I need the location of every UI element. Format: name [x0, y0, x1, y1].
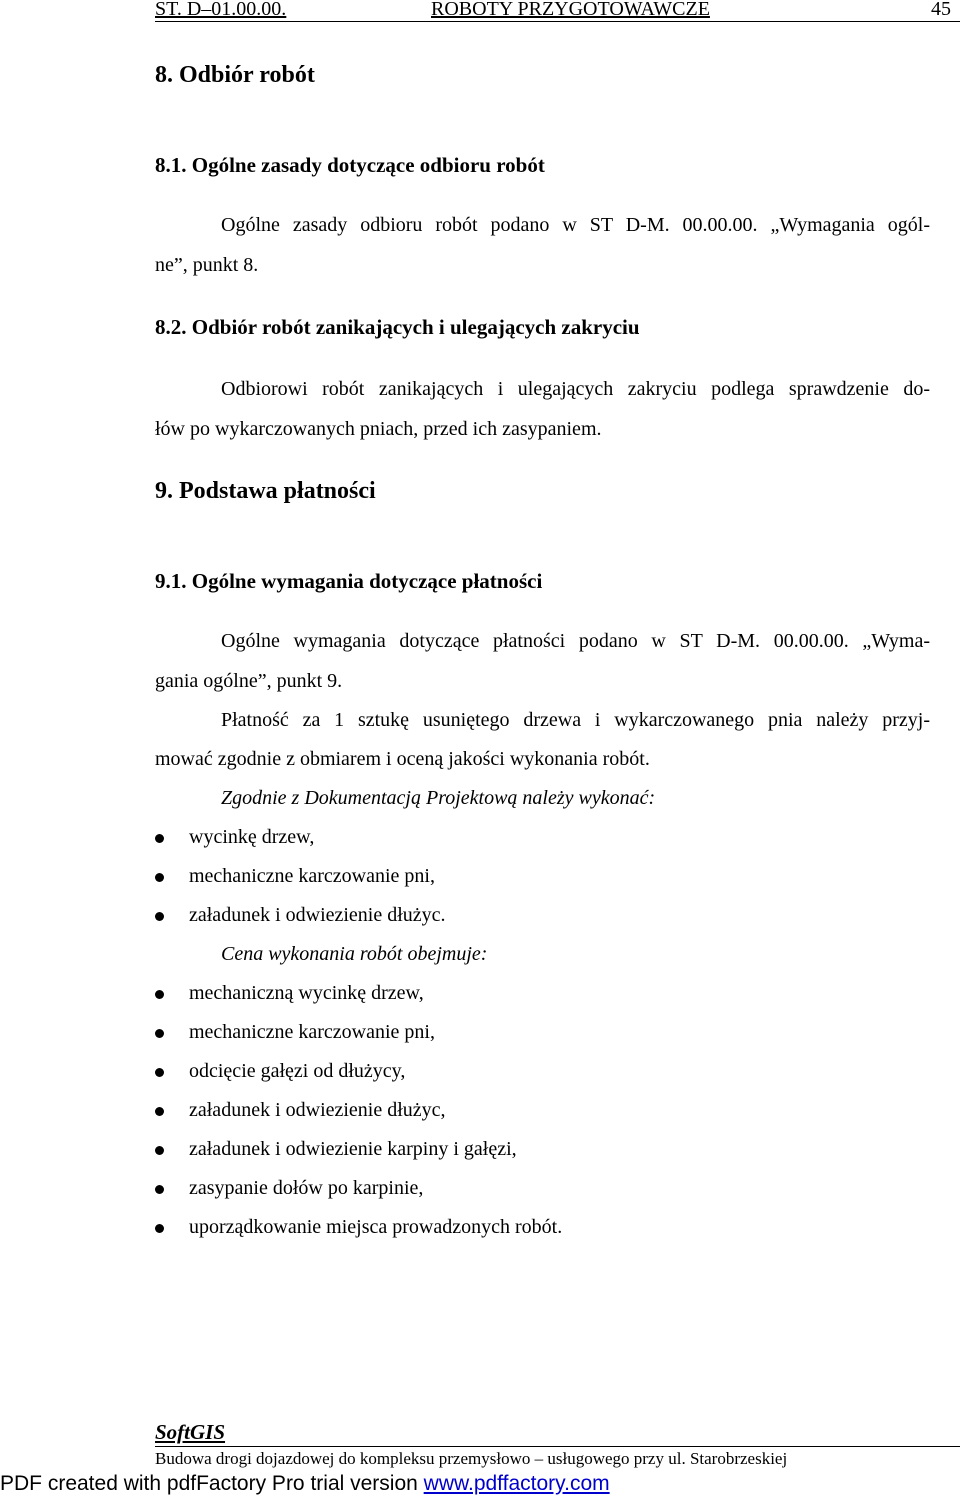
list-item-text: wycinkę drzew,	[189, 826, 315, 848]
section-8-1-paragraph-line-2: ne”, punkt 8.	[155, 254, 259, 276]
header-section: ROBOTY PRZYGOTOWAWCZE	[431, 0, 710, 20]
list-item-text: odcięcie gałęzi od dłużycy,	[189, 1060, 406, 1082]
list-1-intro: Zgodnie z Dokumentacją Projektową należy wykonać:	[221, 787, 656, 809]
section-8-2-paragraph-line-1: Odbiorowi robót zanikających i ulegających zakryciu podlega sprawdzenie do-	[221, 378, 930, 400]
section-8-1-title: 8.1. Ogólne zasady dotyczące odbioru robót	[155, 153, 545, 177]
bullet-icon	[155, 873, 164, 882]
bullet-icon	[155, 1029, 164, 1038]
bullet-icon	[155, 912, 164, 921]
list-item-text: załadunek i odwiezienie dłużyc.	[189, 904, 446, 926]
bullet-icon	[155, 1068, 164, 1077]
section-8-1-paragraph-line-1: Ogólne zasady odbioru robót podano w ST D-M. 00.00.00. „Wymagania ogól-	[221, 214, 930, 236]
header-doc-code: ST. D–01.00.00.	[155, 0, 287, 20]
list-item-text: uporządkowanie miejsca prowadzonych robót.	[189, 1216, 563, 1238]
list-item-text: zasypanie dołów po karpinie,	[189, 1177, 424, 1199]
running-header	[155, 0, 960, 24]
header-rule	[155, 21, 960, 22]
list-item-text: załadunek i odwiezienie dłużyc,	[189, 1099, 446, 1121]
section-9-1-paragraph-1-line-1: Ogólne wymagania dotyczące płatności podano w ST D-M. 00.00.00. „Wyma-	[221, 630, 930, 652]
bullet-icon	[155, 1107, 164, 1116]
footer-brand: SoftGIS	[155, 1420, 226, 1444]
section-9-1-paragraph-2-line-2: mować zgodnie z obmiarem i oceną jakości wykonania robót.	[155, 748, 650, 770]
pdf-watermark-text: PDF created with pdfFactory Pro trial version	[0, 1472, 424, 1495]
bullet-icon	[155, 990, 164, 999]
section-9-1-title: 9.1. Ogólne wymagania dotyczące płatności	[155, 569, 543, 593]
pdffactory-link[interactable]: www.pdffactory.com	[423, 1472, 610, 1495]
bullet-icon	[155, 1224, 164, 1233]
section-9-title: 9. Podstawa płatności	[155, 478, 376, 504]
bullet-icon	[155, 834, 164, 843]
footer-project: Budowa drogi dojazdowej do kompleksu przemysłowo – usługowego przy ul. Starobrzeskiej	[155, 1449, 788, 1468]
bullet-icon	[155, 1146, 164, 1155]
list-item-text: mechaniczne karczowanie pni,	[189, 1021, 435, 1043]
list-item-text: mechaniczne karczowanie pni,	[189, 865, 435, 887]
list-item-text: załadunek i odwiezienie karpiny i gałęzi,	[189, 1138, 517, 1160]
list-item-text: mechaniczną wycinkę drzew,	[189, 982, 424, 1004]
section-9-1-paragraph-1-line-2: gania ogólne”, punkt 9.	[155, 670, 343, 692]
section-9-1-paragraph-2-line-1: Płatność za 1 sztukę usuniętego drzewa i wykarczowanego pnia należy przyj-	[221, 709, 930, 731]
footer-rule	[155, 1446, 960, 1447]
list-2-intro: Cena wykonania robót obejmuje:	[221, 943, 488, 965]
section-8-2-paragraph-line-2: łów po wykarczowanych pniach, przed ich zasypaniem.	[155, 418, 602, 440]
pdf-watermark-banner	[0, 1472, 610, 1496]
section-8-2-title: 8.2. Odbiór robót zanikających i ulegających zakryciu	[155, 315, 640, 339]
section-8-title: 8. Odbiór robót	[155, 62, 315, 88]
bullet-icon	[155, 1185, 164, 1194]
header-page-number: 45	[931, 0, 951, 20]
